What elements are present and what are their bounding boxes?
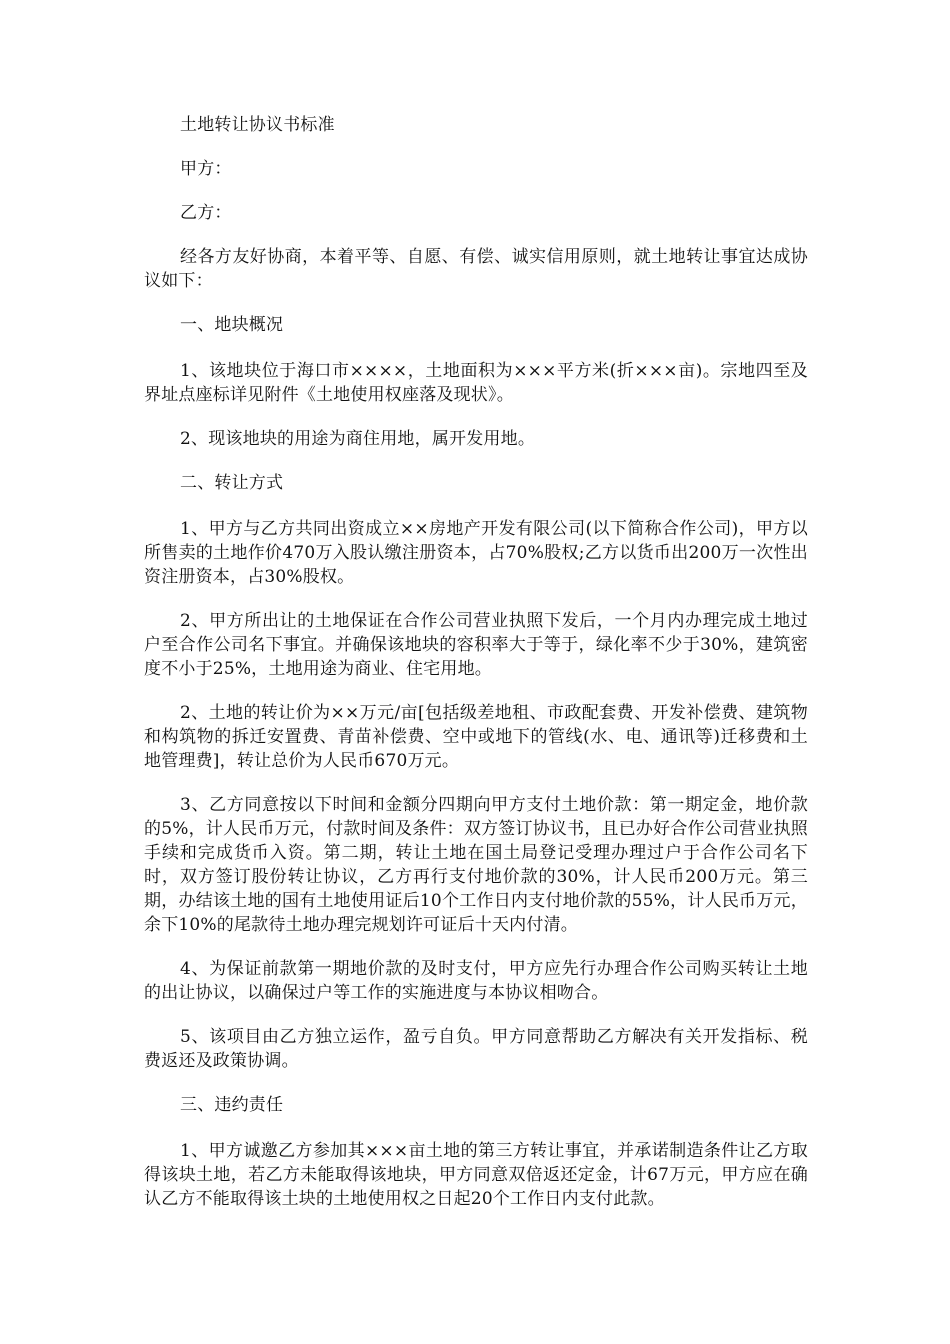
clause-paragraph: 2、土地的转让价为××万元/亩[包括级差地租、市政配套费、开发补偿费、建筑物和构筑物的拆迁安置费、青苗补偿费、空中或地下的管线(水、电、通讯等)迁移费和土地管理费]，转让总价为人民币670万元。 xyxy=(144,703,808,771)
section-heading-plot-overview: 一、地块概况 xyxy=(180,315,284,335)
preamble-paragraph: 经各方友好协商，本着平等、自愿、有偿、诚实信用原则，就土地转让事宜达成协议如下： xyxy=(144,247,808,291)
clause-paragraph: 1、甲方诚邀乙方参加其×××亩土地的第三方转让事宜，并承诺制造条件让乙方取得该块土地，若乙方未能取得该地块，甲方同意双倍返还定金，计67万元，甲方应在确认乙方不能取得该土块的土地使用权之日起20个工作日内支付此款。 xyxy=(144,1141,808,1209)
section-heading-liability: 三、违约责任 xyxy=(180,1095,284,1115)
clause-paragraph: 1、甲方与乙方共同出资成立××房地产开发有限公司(以下简称合作公司)，甲方以所售卖的土地作价470万入股认缴注册资本，占70%股权;乙方以货币出200万一次性出资注册资本，占30%股权。 xyxy=(144,519,808,587)
clause-paragraph: 4、为保证前款第一期地价款的及时支付，甲方应先行办理合作公司购买转让土地的出让协议，以确保过户等工作的实施进度与本协议相吻合。 xyxy=(144,959,808,1003)
section-heading-transfer-method: 二、转让方式 xyxy=(180,473,284,493)
clause-paragraph: 5、该项目由乙方独立运作，盈亏自负。甲方同意帮助乙方解决有关开发指标、税费返还及政策协调。 xyxy=(144,1027,808,1071)
document-page xyxy=(144,113,808,1231)
party-a-line: 甲方： xyxy=(180,159,232,179)
clause-paragraph: 2、现该地块的用途为商住用地，属开发用地。 xyxy=(180,429,536,449)
clause-paragraph: 1、该地块位于海口市××××，土地面积为×××平方米(折×××亩)。宗地四至及界址点座标详见附件《土地使用权座落及现状》。 xyxy=(144,361,808,405)
clause-paragraph: 3、乙方同意按以下时间和金额分四期向甲方支付土地价款：第一期定金，地价款的5%，计人民币万元，付款时间及条件：双方签订协议书，且已办好合作公司营业执照手续和完成货币入资。第二期，转让土地在国土局登记受理办理过户于合作公司名下时，双方签订股份转让协议，乙方再行支付地价款的30%，计人民币200万元。第三期，办结该土地的国有土地使用证后10个工作日内支付地价款的55%，计人民币万元，余下10%的尾款待土地办理完规划许可证后十天内付清。 xyxy=(144,795,808,935)
party-b-line: 乙方： xyxy=(180,203,232,223)
document-title: 土地转让协议书标准 xyxy=(180,115,335,135)
clause-paragraph: 2、甲方所出让的土地保证在合作公司营业执照下发后，一个月内办理完成土地过户至合作公司名下事宜。并确保该地块的容积率大于等于，绿化率不少于30%，建筑密度不小于25%，土地用途为商业、住宅用地。 xyxy=(144,611,808,679)
